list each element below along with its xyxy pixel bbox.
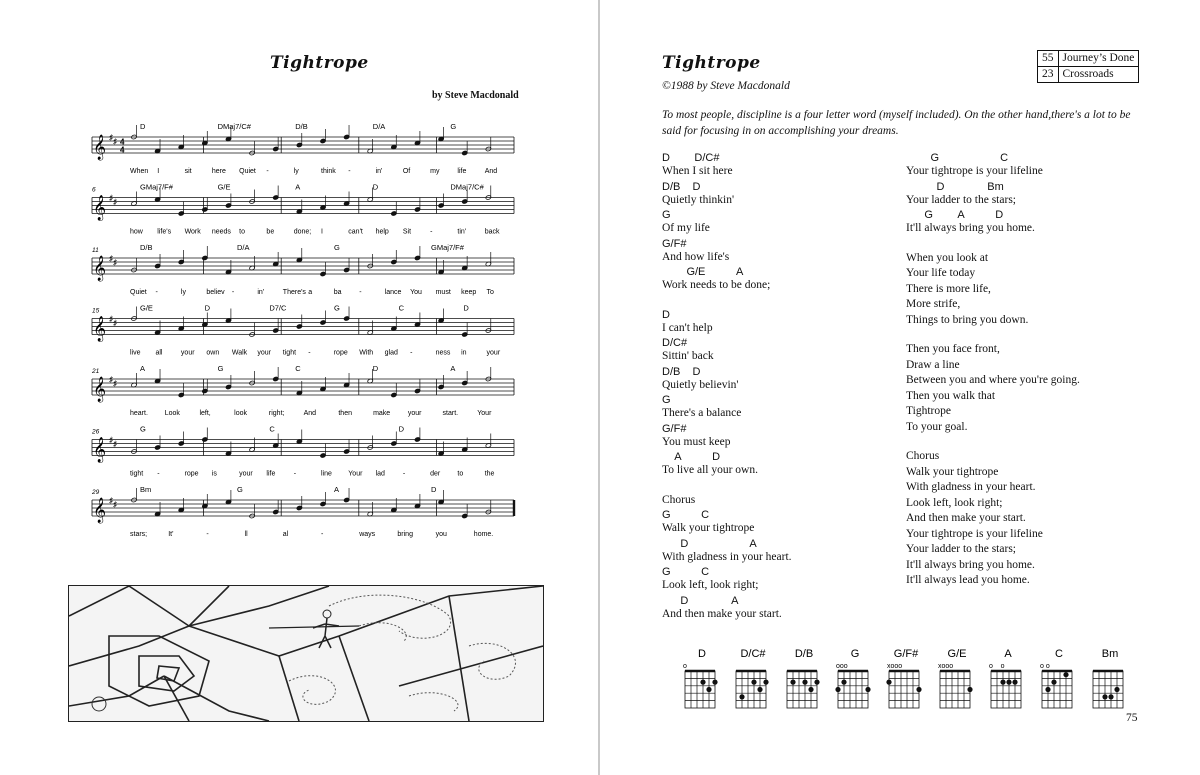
lyric-syllable: be (266, 228, 275, 236)
music-system (92, 304, 514, 357)
lyric-syllable: rope (333, 349, 348, 357)
lyric-syllable: Of (402, 168, 411, 175)
lyric-line: It'll always bring you home. (906, 558, 1035, 571)
copyright: ©1988 by Steve Macdonald (662, 80, 790, 92)
lyric-line: Quietly believin' (662, 378, 739, 391)
key-signature-sharp: ♯ (109, 314, 113, 324)
key-signature-sharp: ♯ (109, 435, 113, 445)
fretboard (889, 671, 919, 708)
finger-dot (706, 687, 711, 692)
lyric-syllable: And (303, 410, 317, 417)
lyric-syllable: Your (348, 470, 363, 478)
treble-clef: 𝄞 (93, 255, 107, 280)
lyric-syllable: help (375, 228, 389, 236)
chord-line: G/F# (662, 237, 687, 250)
finger-dot (916, 687, 921, 692)
lyric-syllable: - (402, 470, 406, 478)
lyric-syllable: sit (184, 168, 192, 175)
lyric-syllable: Work (184, 228, 201, 236)
lyric-syllable: Quiet (239, 168, 256, 175)
lyric-syllable: keep (461, 289, 477, 296)
lyric-syllable: in (461, 349, 467, 357)
lyric-syllable: - (308, 349, 311, 357)
lyric-syllable: Quiet (130, 289, 147, 296)
chord-diagram-name: D (698, 648, 706, 660)
key-signature-sharp: ♯ (109, 193, 113, 203)
lyric-line: There is more life, (906, 282, 991, 295)
lyric-syllable: you (435, 531, 447, 538)
music-system (91, 364, 514, 417)
left-page (0, 0, 598, 775)
lyric-syllable: tin' (457, 228, 467, 236)
lyric-syllable: must (435, 289, 451, 296)
lyric-syllable: To (486, 289, 494, 296)
chord-symbol: D7/C (269, 303, 287, 313)
lyric-line: When you look at (906, 251, 989, 264)
finger-dot (808, 687, 813, 692)
chord-line: A D (662, 451, 721, 463)
music-system (92, 122, 514, 175)
key-signature-sharp: ♯ (113, 137, 117, 146)
chord-symbol: Bm (140, 485, 152, 494)
lyric-syllable: your (180, 349, 195, 357)
chord-diagram (736, 648, 769, 708)
lyric-line: Then you walk that (906, 389, 996, 402)
chord-symbol: D/A (237, 243, 250, 252)
lyric-line: Walk your tightrope (662, 522, 755, 534)
lyric-syllable: a (308, 289, 313, 296)
measure-number: 29 (92, 489, 100, 496)
lyric-syllable: When (130, 168, 149, 175)
lyric-syllable: life (266, 470, 276, 478)
chord-diagram-name: Bm (1101, 648, 1119, 660)
lyric-line: With gladness in your heart. (662, 550, 792, 563)
fretboard (838, 671, 868, 708)
chord-diagrams (600, 643, 1200, 723)
lyric-syllable: al (282, 531, 289, 538)
measure-number: 21 (92, 368, 100, 375)
finger-dot (865, 687, 870, 692)
page-number: 75 (1126, 712, 1138, 724)
chord-diagram (938, 648, 973, 708)
measure-number: 6 (92, 186, 96, 194)
lyric-syllable: - (410, 349, 413, 357)
lyric-line: Your ladder to the stars; (906, 193, 1016, 206)
chord-symbol: G/E (140, 303, 153, 313)
lyric-line: Sittin' back (662, 350, 714, 362)
lyric-syllable: ly (293, 168, 299, 175)
treble-clef: 𝄞 (93, 497, 107, 522)
measure-number: 15 (92, 307, 100, 315)
lyric-syllable: back (484, 228, 500, 236)
chord-symbol: GMaj7/F# (431, 243, 464, 252)
chord-line: G (662, 209, 671, 221)
chord-symbol: DMaj7/C# (450, 182, 484, 192)
finger-dot (1102, 694, 1107, 699)
key-signature-sharp: ♯ (113, 258, 117, 267)
chord-symbol: D (372, 364, 379, 373)
key-signature-sharp: ♯ (109, 375, 113, 384)
lyric-syllable: I (157, 168, 160, 175)
lyric-syllable: your (257, 349, 271, 357)
lyric-syllable: needs (211, 228, 231, 236)
lyric-syllable: tight (130, 470, 144, 478)
lyric-syllable: bring (397, 531, 413, 538)
music-system (92, 183, 514, 236)
lyric-syllable: is (211, 470, 217, 478)
chord-symbol: D (372, 182, 379, 192)
lyric-syllable: And (484, 168, 498, 175)
lyric-syllable: life's (157, 228, 172, 236)
open-string-markers: xooo (938, 663, 954, 670)
lyric-line: Between you and where you're going. (906, 374, 1080, 386)
finger-dot (1108, 694, 1113, 699)
lyric-line: Things to bring you down. (906, 313, 1029, 326)
chord-symbol: G (334, 243, 340, 252)
lyric-line: Tightrope (906, 405, 951, 417)
finger-dot (967, 687, 972, 692)
lyric-syllable: own (206, 349, 220, 357)
chord-diagram (1040, 648, 1072, 708)
measure-number: 11 (92, 247, 99, 254)
lyric-syllable: right; (268, 410, 285, 417)
lyric-syllable: ly (180, 289, 186, 296)
lyric-syllable: - (206, 531, 209, 538)
lyric-syllable: heart. (130, 410, 148, 417)
xref-num: 55 (1038, 51, 1059, 67)
chord-symbol: D (463, 303, 469, 313)
lyric-line: Look left, look right; (906, 496, 1003, 509)
lyric-line: Of my life (662, 222, 710, 234)
lyric-syllable: ll (244, 531, 248, 538)
finger-dot (1000, 680, 1005, 685)
lyric-line: More strife, (906, 298, 961, 310)
treble-clef: 𝄞 (93, 194, 107, 220)
lyric-line: Quietly thinkin' (662, 193, 735, 206)
chord-symbol: C (295, 364, 301, 373)
chord-diagram (1093, 648, 1123, 708)
treble-clef: 𝄞 (93, 436, 107, 462)
chord-line: G/F# (662, 422, 687, 435)
chord-diagram-name: G/F# (893, 648, 919, 660)
lyric-syllable: ness (435, 349, 451, 357)
chord-line: D Bm (906, 180, 1004, 193)
treble-clef: 𝄞 (93, 315, 107, 341)
chord-line: D/C# (662, 337, 688, 349)
chord-line: D/B D (662, 365, 701, 378)
finger-dot (802, 680, 807, 685)
chord-line: G C (906, 152, 1009, 164)
key-signature-sharp: ♯ (113, 197, 117, 207)
lyric-syllable: - (430, 228, 433, 236)
music-system (91, 485, 514, 538)
xref-title: Crossroads (1058, 67, 1139, 83)
chord-diagram-name: D/B (794, 648, 814, 660)
chord-line: D D/C# (662, 152, 720, 164)
lyric-syllable: rope (184, 470, 199, 478)
finger-dot (814, 680, 819, 685)
key-signature-sharp: ♯ (113, 439, 117, 449)
chord-symbol: C (269, 424, 275, 434)
key-signature-sharp: ♯ (113, 318, 117, 328)
lyric-syllable: Sit (402, 228, 412, 236)
lyric-syllable: Walk (231, 349, 248, 357)
lyric-syllable: glad (384, 349, 398, 357)
lyric-syllable: ways (359, 531, 376, 538)
lyric-line: And then make your start. (906, 512, 1026, 524)
chord-symbol: D/B (140, 243, 153, 252)
chord-diagram (835, 648, 870, 708)
lyric-syllable: here (211, 168, 226, 175)
lyric-line: Look left, look right; (662, 579, 759, 591)
chord-symbol: A (295, 182, 301, 192)
xref-num: 23 (1038, 67, 1059, 83)
tightrope-walker-illustration (68, 585, 544, 722)
right-page (600, 0, 1200, 775)
finger-dot (763, 680, 768, 685)
lyric-line: Walk your tightrope (906, 465, 999, 478)
lyric-syllable: der (430, 470, 441, 478)
lyric-line: To live all your own. (662, 464, 758, 476)
chord-diagram (886, 648, 921, 708)
chord-line: D A (662, 594, 739, 607)
lyric-syllable: life (457, 168, 467, 175)
lyric-syllable: - (231, 289, 235, 296)
song-title-right: Tightrope (662, 53, 761, 73)
lyric-syllable: - (293, 470, 297, 478)
chord-line: D A (662, 537, 757, 550)
lyric-syllable: think (321, 168, 336, 175)
chord-symbol: G (140, 424, 146, 434)
chord-diagram (787, 648, 820, 708)
chord-symbol: G (217, 364, 224, 373)
lyric-syllable: the (484, 470, 495, 478)
fretboard (991, 671, 1021, 708)
chord-line: G (662, 394, 671, 406)
lyric-line: Draw a line (906, 358, 960, 371)
finger-dot (757, 687, 762, 692)
chord-symbol: D/A (372, 122, 386, 131)
chord-symbol: D (204, 303, 211, 313)
xref-title: Journey’s Done (1058, 51, 1139, 67)
lyric-syllable: to (457, 470, 464, 478)
lyric-syllable: my (430, 168, 440, 175)
open-string-markers: o o (1040, 663, 1050, 670)
finger-dot (712, 680, 717, 685)
music-system (91, 425, 514, 478)
lyric-syllable: Look (164, 410, 180, 417)
finger-dot (790, 680, 795, 685)
lyric-syllable: in' (257, 289, 265, 296)
chord-diagram-name: A (1004, 648, 1012, 660)
chord-symbol: A (140, 364, 146, 373)
finger-dot (835, 687, 840, 692)
chord-symbol: G (450, 122, 457, 131)
chord-diagram-name: C (1055, 648, 1063, 660)
key-signature-sharp: ♯ (113, 500, 117, 509)
lyric-line: It'll always bring you home. (906, 222, 1035, 234)
finger-dot (700, 680, 705, 685)
lyric-line: Your life today (906, 267, 976, 279)
treble-clef: 𝄞 (93, 376, 107, 401)
lyric-syllable: your (239, 470, 253, 478)
sheet-music (0, 0, 598, 560)
chord-line: D/B D (662, 180, 701, 193)
lyric-syllable: Your (477, 410, 492, 417)
chord-symbol: C (398, 303, 405, 313)
lyric-syllable: ba (333, 289, 342, 296)
chorus-label: Chorus (662, 493, 696, 506)
chord-symbol: A (334, 485, 340, 494)
finger-dot (739, 694, 744, 699)
lyric-syllable: how (130, 228, 143, 236)
lyric-syllable: You (410, 289, 422, 296)
chord-symbol: D (398, 424, 405, 434)
open-string-markers: o o (989, 663, 1005, 670)
key-signature-sharp: ♯ (113, 379, 117, 388)
lyric-line: To your goal. (906, 420, 968, 433)
open-string-markers: xooo (887, 663, 903, 670)
lyric-syllable: - (321, 531, 324, 538)
chord-diagram (989, 648, 1021, 708)
lyric-syllable: lance (384, 289, 402, 296)
lyric-syllable: With (359, 349, 374, 357)
lyric-syllable: lad (375, 470, 385, 478)
lyric-syllable: then (338, 410, 352, 417)
open-string-markers: o (683, 663, 687, 670)
fretboard (940, 671, 970, 708)
lyric-line: Your tightrope is your lifeline (906, 527, 1043, 540)
key-signature-sharp: ♯ (109, 496, 113, 505)
music-system (92, 243, 514, 296)
chord-symbol: D (140, 122, 146, 131)
key-signature-sharp: ♯ (109, 133, 113, 142)
chord-diagram-name: G (850, 648, 860, 660)
lyric-syllable: your (407, 410, 422, 417)
chord-line: D (662, 308, 670, 321)
lyric-syllable: tight (282, 349, 297, 357)
lyric-line: Work needs to be done; (662, 279, 771, 291)
finger-dot (886, 680, 891, 685)
lyric-syllable: left, (199, 410, 211, 417)
finger-dot (841, 680, 846, 685)
lyric-syllable: all (155, 349, 163, 357)
lyric-syllable: There's (282, 289, 306, 296)
treble-clef: 𝄞 (93, 134, 107, 159)
lyric-syllable: - (348, 168, 351, 175)
lyric-syllable: your (486, 349, 501, 357)
lyric-line: I can't help (662, 321, 713, 334)
lyric-syllable: believ (206, 289, 225, 296)
lyric-syllable: - (266, 168, 269, 175)
chorus-label: Chorus (906, 450, 940, 462)
finger-dot (1063, 672, 1068, 677)
chord-diagram (683, 648, 718, 708)
lyric-syllable: home. (473, 531, 494, 538)
lyric-line: With gladness in your heart. (906, 481, 1036, 493)
finger-dot (1051, 680, 1056, 685)
finger-dot (1006, 680, 1011, 685)
finger-dot (751, 680, 756, 685)
lyric-syllable: look (234, 410, 248, 417)
chord-diagram-name: D/C# (740, 648, 766, 660)
time-signature: 4 (120, 137, 125, 147)
chord-symbol: DMaj7/C# (217, 122, 251, 131)
lyric-line: And how life's (662, 250, 730, 263)
lyric-syllable: can't (348, 228, 363, 236)
song-title: Tightrope (270, 53, 369, 73)
lyric-syllable: line (321, 470, 332, 478)
lyric-line: Your ladder to the stars; (906, 543, 1016, 555)
finger-dot (1045, 687, 1050, 692)
chord-line: G/E A (662, 266, 744, 278)
lyric-syllable: - (155, 289, 158, 296)
lyric-syllable: live (130, 349, 141, 357)
lyric-line: And then make your start. (662, 607, 782, 620)
lyric-syllable: done; (293, 228, 312, 236)
chord-diagram-name: G/E (947, 648, 967, 660)
lyric-syllable: start. (442, 410, 459, 417)
lyric-syllable: to (239, 228, 245, 236)
key-signature-sharp: ♯ (109, 254, 113, 263)
lyric-syllable: stars; (130, 531, 148, 538)
lyric-line: Your tightrope is your lifeline (906, 165, 1043, 177)
chord-symbol: GMaj7/F# (140, 182, 173, 192)
chord-line: G C (662, 509, 710, 521)
finger-dot (1012, 680, 1017, 685)
lyric-line: Then you face front, (906, 343, 1000, 355)
chord-symbol: G (334, 303, 340, 313)
chord-symbol: G/E (217, 182, 231, 192)
lyric-syllable: make (373, 410, 391, 417)
lyric-line: You must keep (662, 435, 731, 448)
byline: by Steve Macdonald (432, 90, 519, 101)
chord-symbol: A (450, 364, 456, 373)
lyric-line: When I sit here (662, 165, 733, 177)
lyric-line: There's a balance (662, 407, 742, 419)
lyric-line: It'll always lead you home. (906, 574, 1030, 586)
chord-symbol: D/B (295, 122, 308, 131)
intro-text: To most people, discipline is a four letter word (myself included). On the other hand,there's a lot to be said for focusing in on accomplishing your dreams. (662, 109, 1131, 137)
chord-line: G A D (906, 209, 1004, 221)
measure-number: 26 (92, 428, 100, 436)
chord-symbol: G (237, 485, 243, 494)
chord-line: G C (662, 566, 710, 578)
lyric-syllable: I (321, 228, 323, 236)
finger-dot (1114, 687, 1119, 692)
time-signature: 4 (120, 145, 125, 155)
lyric-syllable: - (157, 470, 160, 478)
lyric-syllable: - (359, 289, 362, 296)
lyric-syllable: in' (375, 168, 383, 175)
open-string-markers: ooo (836, 663, 848, 670)
chord-symbol: D (431, 485, 437, 494)
lyric-syllable: It' (168, 531, 174, 538)
